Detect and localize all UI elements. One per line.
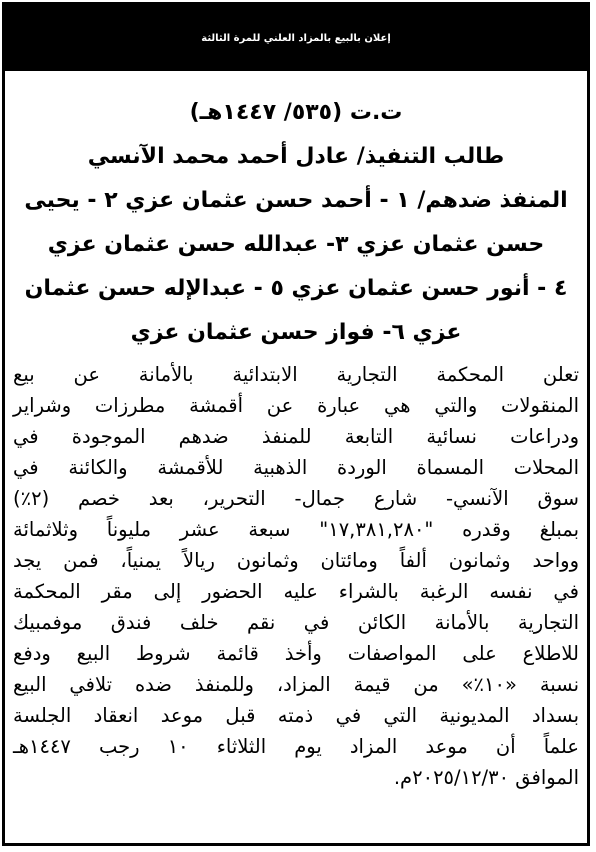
body-line: وواحد وثمانون ألفاً ومائتان وثمانون ريالاً يمنياً، فمن يجد bbox=[13, 549, 579, 572]
case-header bbox=[5, 71, 587, 355]
case-number: ت.ت (٥٣٥/ ١٤٤٧هـ) bbox=[189, 100, 403, 125]
body-line: نسبة «١٠٪» من قيمة المزاد، وللمنفذ ضده تلافي البيع bbox=[13, 673, 580, 696]
body-line: بسداد المديونية التي في ذمته قبل موعد انعقاد الجلسة bbox=[13, 704, 579, 727]
body-line: للاطلاع على المواصفات وأخذ قائمة شروط البيع ودفع bbox=[13, 642, 579, 665]
notice-title: إعلان بالبيع بالمزاد العلني للمرة الثالثة bbox=[5, 5, 587, 71]
execution-requester: طالب التنفيذ/ عادل أحمد محمد الآنسي bbox=[87, 144, 505, 169]
body-line: علماً أن موعد المزاد يوم الثلاثاء ١٠ رجب ١٤٤٧هـ bbox=[13, 735, 580, 758]
defendants-line: حسن عثمان عزي ٣- عبدالله حسن عثمان عزي bbox=[47, 232, 545, 257]
body-line: الموافق ٢٠٢٥/١٢/٣٠م. bbox=[393, 766, 579, 789]
body-line: سوق الآنسي- شارع جمال- التحرير، بعد خصم (٢٪) bbox=[13, 487, 579, 510]
defendants-line: عزي ٦- فواز حسن عثمان عزي bbox=[130, 320, 462, 345]
auction-notice bbox=[2, 2, 590, 846]
body-line: ودراعات نسائية التابعة للمنفذ ضدهم الموجودة في bbox=[13, 425, 579, 448]
body-line: بمبلغ وقدره "١٧,٣٨١,٢٨٠" سبعة عشر مليوناً وثلاثمائة bbox=[13, 518, 579, 541]
body-line: المنقولات والتي هي عبارة عن أقمشة مطرزات وشراير bbox=[13, 394, 579, 417]
defendants-line: المنفذ ضدهم/ ١ - أحمد حسن عثمان عزي ٢ - يحيى bbox=[24, 188, 568, 213]
defendants-line: ٤ - أنور حسن عثمان عزي ٥ - عبدالإله حسن عثمان bbox=[24, 276, 568, 301]
body-line: التجارية بالأمانة الكائن في نقم خلف فندق موفمبيك bbox=[13, 611, 579, 634]
body-line: المحلات المسماة الوردة الذهبية للأقمشة والكائنة في bbox=[13, 456, 579, 479]
body-line: في نفسه الرغبة بالشراء عليه الحضور إلى مقر المحكمة bbox=[13, 580, 579, 603]
body-line: تعلن المحكمة التجارية الابتدائية بالأمانة عن بيع bbox=[13, 363, 579, 386]
notice-body bbox=[5, 355, 587, 793]
